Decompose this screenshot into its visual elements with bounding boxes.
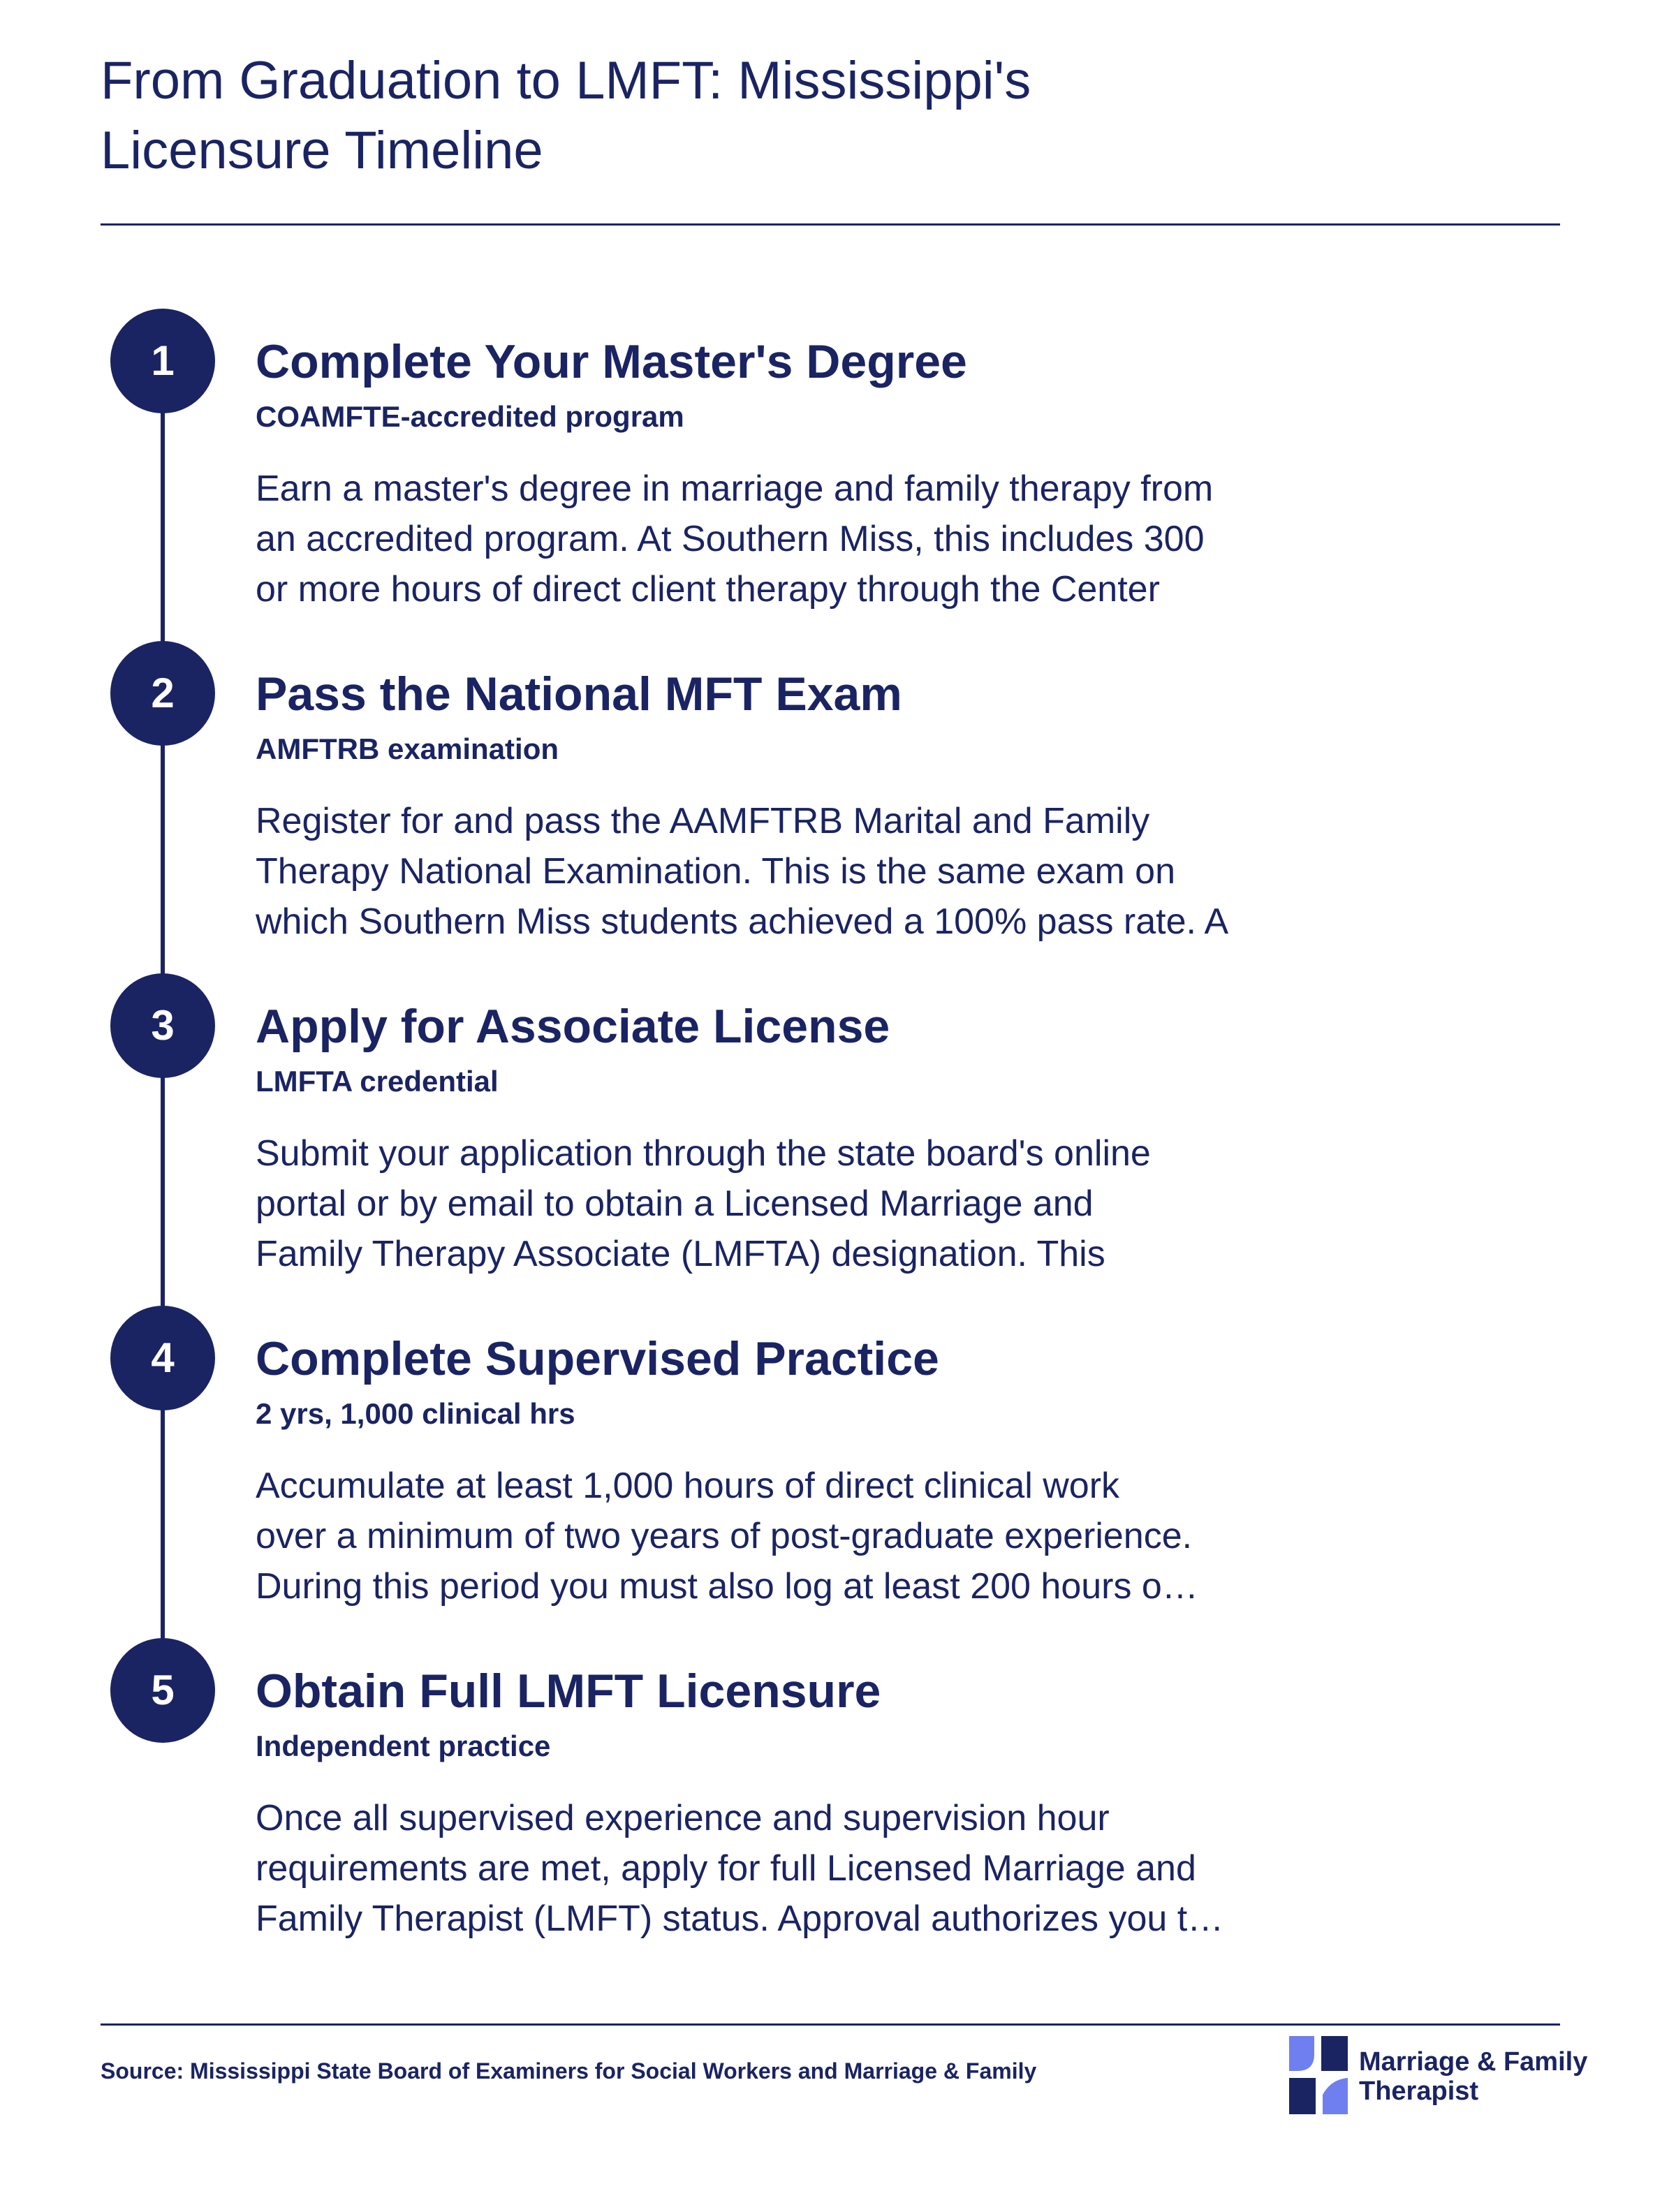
timeline-step-3 — [0, 973, 1676, 1302]
step-subtitle: COAMFTE-accredited program — [256, 400, 684, 433]
step-number-badge: 4 — [110, 1306, 215, 1410]
step-description-line: During this period you must also log at least 200 hours o… — [256, 1566, 1198, 1607]
step-title: Complete Your Master's Degree — [256, 335, 967, 388]
step-subtitle: 2 yrs, 1,000 clinical hrs — [256, 1397, 575, 1430]
logo-wordmark-line-2: Therapist — [1359, 2077, 1479, 2106]
step-description — [256, 1128, 1345, 1279]
step-subtitle: AMFTRB examination — [256, 732, 559, 765]
step-description-line: an accredited program. At Southern Miss, this includes 300 — [256, 519, 1205, 559]
step-number-badge: 2 — [110, 641, 215, 746]
timeline-step-2 — [0, 641, 1676, 969]
step-description-line: Accumulate at least 1,000 hours of direct clinical work — [256, 1466, 1120, 1506]
step-description-line: Earn a master's degree in marriage and family therapy from — [256, 469, 1214, 509]
step-title: Pass the National MFT Exam — [256, 668, 902, 721]
step-description-line: Once all supervised experience and supervision hour — [256, 1798, 1110, 1838]
step-number-badge: 1 — [110, 309, 215, 413]
step-subtitle: Independent practice — [256, 1730, 551, 1762]
step-title: Apply for Associate License — [256, 1000, 890, 1053]
step-number-badge: 5 — [110, 1638, 215, 1743]
step-description-line: Family Therapy Associate (LMFTA) designation. This — [256, 1234, 1105, 1274]
timeline-step-4 — [0, 1306, 1676, 1634]
step-description-line: or more hours of direct client therapy through the Center — [256, 569, 1160, 610]
logo-wordmark — [1359, 2047, 1587, 2106]
timeline-step-1 — [0, 309, 1676, 637]
step-number-badge: 3 — [110, 973, 215, 1078]
step-description-line: requirements are met, apply for full Licensed Marriage and — [256, 1848, 1196, 1889]
step-description-line: Submit your application through the state board's online — [256, 1133, 1151, 1174]
step-description-line: Therapy National Examination. This is the same exam on — [256, 851, 1176, 892]
page-title — [101, 46, 1427, 186]
step-description-line: which Southern Miss students achieved a 100% pass rate. A — [256, 901, 1229, 942]
step-description — [256, 1793, 1345, 1944]
timeline-step-5 — [0, 1638, 1676, 1966]
step-description-line: over a minimum of two years of post-graduate experience. — [256, 1516, 1193, 1556]
step-description — [256, 1461, 1345, 1612]
logo-mark-icon — [1289, 2036, 1348, 2114]
step-description-line: portal or by email to obtain a Licensed Marriage and — [256, 1184, 1094, 1224]
step-description — [256, 464, 1345, 614]
page-title-line-2: Licensure Timeline — [101, 121, 543, 180]
logo-wordmark-line-1: Marriage & Family — [1359, 2047, 1588, 2077]
brand-logo — [1289, 2026, 1588, 2124]
footer-divider — [101, 2023, 1560, 2026]
step-description-line: Family Therapist (LMFT) status. Approval authorizes you t… — [256, 1898, 1224, 1939]
step-description-line: Register for and pass the AAMFTRB Marital and Family — [256, 801, 1150, 841]
page-title-line-1: From Graduation to LMFT: Mississippi's — [101, 51, 1031, 110]
header-divider — [101, 223, 1560, 226]
step-description — [256, 796, 1345, 947]
step-subtitle: LMFTA credential — [256, 1065, 499, 1098]
step-title: Complete Supervised Practice — [256, 1332, 939, 1385]
source-citation: Source: Mississippi State Board of Examiners for Social Workers and Marriage & Family — [101, 2058, 1037, 2084]
step-title: Obtain Full LMFT Licensure — [256, 1665, 881, 1718]
